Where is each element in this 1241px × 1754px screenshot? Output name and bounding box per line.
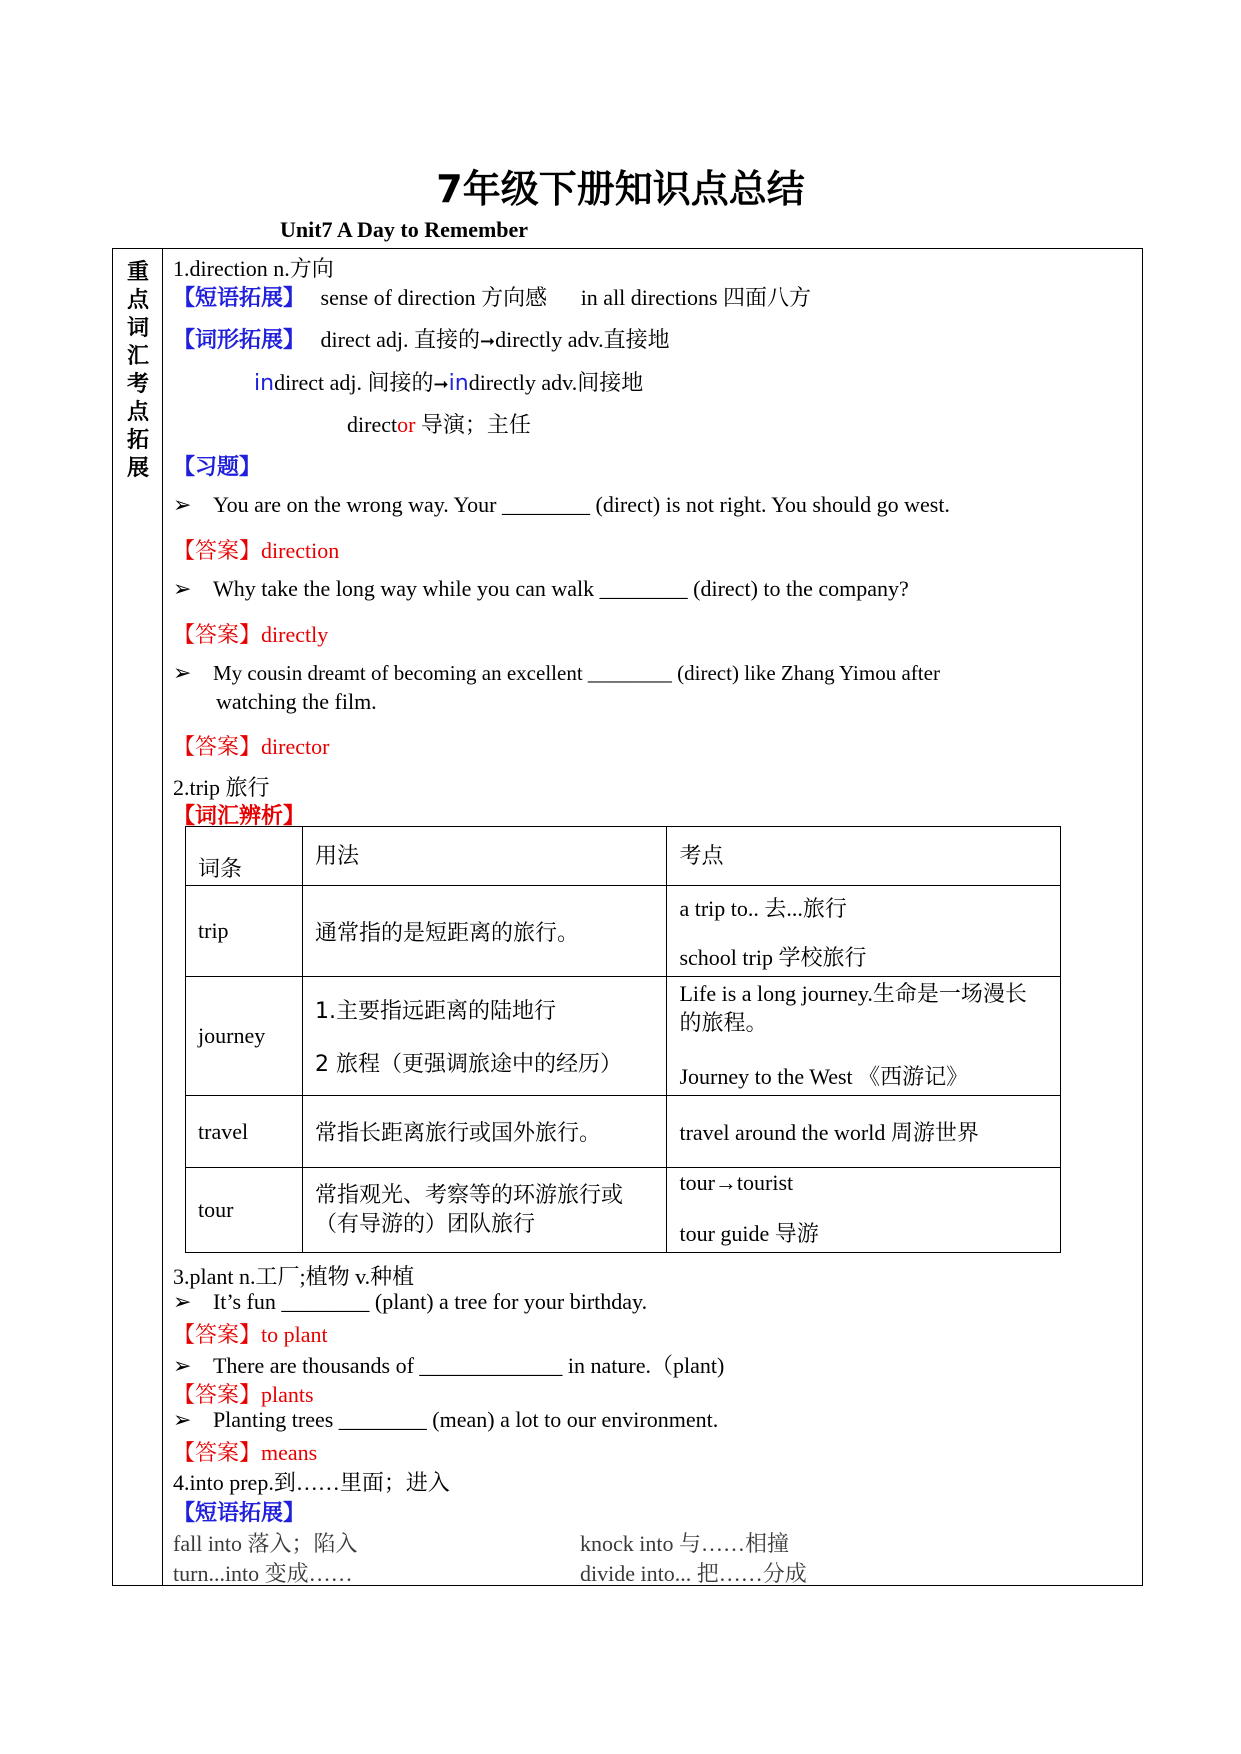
point-text: a trip to.. 去...旅行 — [679, 896, 847, 921]
word-form-item: directly adv.直接地 — [495, 327, 670, 352]
word-form-item: direct adj. 直接的 — [320, 327, 480, 352]
vocab-comparison-table — [185, 826, 1061, 1253]
question-text-continued: watching the film. — [216, 689, 377, 714]
point-text: Life is a long journey.生命是一场漫长的旅程。 — [679, 981, 1027, 1035]
answer-tag: 【答案】 — [173, 1441, 262, 1466]
word-form-item: directly adv.间接地 — [468, 370, 644, 395]
column-header: 考点 — [667, 827, 1061, 886]
answer-row — [173, 1436, 317, 1467]
exercise-question — [173, 1407, 718, 1433]
exercise-question — [173, 492, 950, 518]
point-text: tour→tourist — [679, 1170, 794, 1195]
answer-text: means — [261, 1440, 318, 1465]
side-label-char: 重 — [126, 260, 149, 285]
exercise-tag-text: 【习题】 — [173, 455, 262, 480]
usage-cell: 常指观光、考察等的环游旅行或（有导游的）团队旅行 — [302, 1168, 667, 1253]
usage-text: 2 旅程（更强调旅途中的经历） — [314, 1052, 622, 1077]
exercise-question — [173, 1289, 647, 1315]
phrase-expansion-tag: 【短语拓展】 — [173, 286, 306, 311]
table-row — [186, 886, 1061, 977]
side-label-char: 汇 — [126, 344, 149, 369]
point-cell: travel around the world 周游世界 — [667, 1096, 1061, 1168]
section-1-heading: 1.direction n.方向 — [173, 256, 334, 281]
point-cell — [667, 886, 1061, 977]
point-cell — [667, 977, 1061, 1096]
bullet-icon: ➢ — [173, 576, 192, 601]
phrase-item: sense of direction 方向感 — [320, 285, 548, 310]
side-label-char: 词 — [126, 316, 149, 341]
answer-tag: 【答案】 — [173, 1323, 262, 1348]
table-row — [186, 977, 1061, 1096]
word-cell: journey — [186, 977, 303, 1096]
usage-cell: 通常指的是短距离的旅行。 — [302, 886, 667, 977]
bullet-icon: ➢ — [173, 660, 192, 685]
answer-row — [173, 1318, 328, 1349]
answer-tag: 【答案】 — [173, 1383, 262, 1408]
answer-row — [173, 618, 328, 649]
answer-row — [173, 1378, 314, 1409]
point-text: Journey to the West 《西游记》 — [679, 1064, 969, 1089]
exercise-question — [173, 1349, 724, 1380]
usage-cell — [302, 977, 667, 1096]
side-label-char: 展 — [126, 456, 149, 481]
column-header: 词条 — [186, 827, 303, 886]
word-form-row — [347, 408, 531, 439]
phrase-item: turn...into 变成…… — [173, 1561, 353, 1586]
answer-tag: 【答案】 — [173, 623, 262, 648]
point-cell — [667, 1168, 1061, 1253]
answer-text: to plant — [261, 1322, 328, 1347]
unit-title: Unit7 A Day to Remember — [280, 217, 529, 242]
phrase-expansion-tag — [173, 1496, 305, 1527]
document-title: 7年级下册知识点总结 — [436, 167, 805, 211]
prefix-highlight: in — [448, 371, 469, 396]
table-row — [186, 1168, 1061, 1253]
usage-text: 1.主要指远距离的陆地行 — [314, 999, 556, 1024]
answer-tag: 【答案】 — [173, 539, 262, 564]
table-row — [186, 1096, 1061, 1168]
answer-text: direction — [261, 538, 340, 563]
side-label-char: 点 — [126, 288, 149, 313]
phrase-expansion-tag-text: 【短语拓展】 — [173, 1501, 306, 1526]
answer-row — [173, 534, 339, 565]
exercise-tag — [173, 450, 261, 481]
prefix-highlight: in — [254, 371, 275, 396]
phrase-expansion-row — [173, 281, 811, 312]
bullet-icon: ➢ — [173, 1289, 192, 1314]
phrase-item: in all directions 四面八方 — [580, 285, 812, 310]
word-form-base: direct — [347, 412, 398, 437]
column-header: 用法 — [302, 827, 667, 886]
point-text: school trip 学校旅行 — [679, 945, 867, 970]
section-4-heading: 4.into prep.到……里面；进入 — [173, 1470, 450, 1495]
word-cell: tour — [186, 1168, 303, 1253]
answer-text: plants — [261, 1382, 314, 1407]
word-cell: travel — [186, 1096, 303, 1168]
question-text: Planting trees ________ (mean) a lot to our environment. — [212, 1407, 719, 1432]
question-text: It’s fun ________ (plant) a tree for your birthday. — [212, 1289, 648, 1314]
section-3-heading: 3.plant n.工厂;植物 v.种植 — [173, 1264, 415, 1289]
side-label-char: 考 — [126, 372, 149, 397]
answer-text: directly — [261, 622, 329, 647]
question-text: Why take the long way while you can walk ________ (direct) to the company? — [212, 576, 909, 601]
word-form-row — [254, 366, 643, 397]
question-text: There are thousands of _____________ in nature.（plant) — [212, 1353, 725, 1378]
point-text: tour guide 导游 — [679, 1221, 819, 1246]
bullet-icon: ➢ — [173, 492, 192, 517]
bullet-icon: ➢ — [173, 1407, 192, 1432]
side-label-char: 拓 — [126, 428, 149, 453]
question-text: My cousin dreamt of becoming an excellent ________ (direct) like Zhang Yimou after — [212, 661, 940, 685]
bullet-icon: ➢ — [173, 1353, 192, 1378]
phrase-item: fall into 落入；陷入 — [173, 1531, 358, 1556]
right-arrow-icon: ➞ — [479, 331, 496, 352]
word-cell: trip — [186, 886, 303, 977]
word-form-row — [173, 323, 670, 354]
usage-cell: 常指长距离旅行或国外旅行。 — [302, 1096, 667, 1168]
word-form-tag: 【词形拓展】 — [173, 328, 306, 353]
phrase-item: divide into... 把……分成 — [580, 1561, 807, 1586]
word-form-item: direct adj. 间接的 — [274, 370, 434, 395]
answer-text: director — [261, 734, 330, 759]
vocab-comparison-tag-text: 【词汇辨析】 — [173, 804, 306, 829]
exercise-question — [173, 576, 909, 602]
suffix-highlight: or — [397, 412, 416, 437]
right-arrow-icon: ➞ — [433, 374, 449, 395]
side-label-char: 点 — [126, 400, 149, 425]
side-label-column — [113, 249, 163, 1585]
exercise-question — [173, 660, 940, 686]
phrase-item: knock into 与……相撞 — [580, 1531, 789, 1556]
question-text: You are on the wrong way. Your ________ (direct) is not right. You should go west. — [212, 492, 950, 517]
table-header-row — [186, 827, 1061, 886]
section-2-heading: 2.trip 旅行 — [173, 775, 270, 800]
word-form-meaning: 导演；主任 — [415, 412, 531, 437]
answer-row — [173, 730, 329, 761]
answer-tag: 【答案】 — [173, 735, 262, 760]
